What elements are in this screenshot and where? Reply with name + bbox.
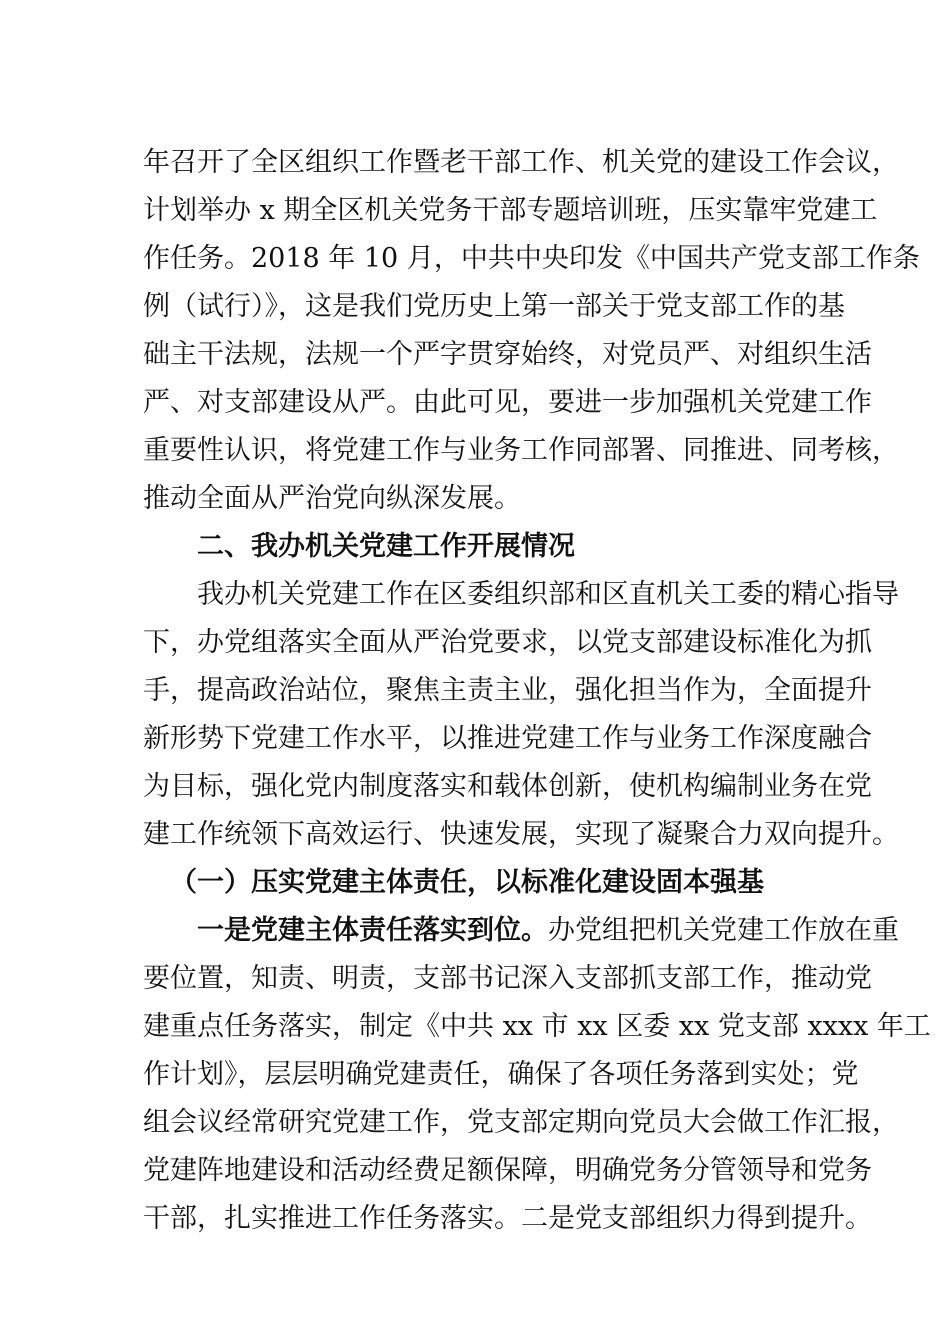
paragraph-line: 要位置，知责、明责，支部书记深入支部抓支部工作，推动党 — [143, 963, 872, 994]
paragraph-line: 作计划》，层层明确党建责任，确保了各项任务落到实处；党 — [143, 1059, 859, 1090]
section-heading: 二、我办机关党建工作开展情况 — [197, 531, 575, 562]
paragraph-line: 础主干法规，法规一个严字贯穿始终，对党员严、对组织生活 — [143, 339, 872, 370]
paragraph-line: 例（试行）》，这是我们党历史上第一部关于党支部工作的基 — [143, 291, 845, 322]
paragraph-line: 党建阵地建设和活动经费足额保障，明确党务分管领导和党务 — [143, 1155, 872, 1186]
paragraph-line: 建工作统领下高效运行、快速发展，实现了凝聚合力双向提升。 — [143, 819, 899, 850]
lead-phrase: 一是党建主体责任落实到位。 — [197, 915, 548, 946]
paragraph-line: 下，办党组落实全面从严治党要求，以党支部建设标准化为抓 — [143, 627, 872, 658]
paragraph-line: 推动全面从严治党向纵深发展。 — [143, 483, 521, 514]
paragraph-line — [197, 911, 899, 951]
paragraph-line: 组会议经常研究党建工作，党支部定期向党员大会做工作汇报， — [143, 1107, 899, 1138]
paragraph-line: 年召开了全区组织工作暨老干部工作、机关党的建设工作会议， — [143, 147, 899, 178]
paragraph-line: 计划举办 x 期全区机关党务干部专题培训班，压实靠牢党建工 — [143, 195, 878, 226]
paragraph-line: 新形势下党建工作水平，以推进党建工作与业务工作深度融合 — [143, 723, 872, 754]
subsection-heading: （一）压实党建主体责任，以标准化建设固本强基 — [170, 867, 764, 898]
paragraph-line: 我办机关党建工作在区委组织部和区直机关工委的精心指导 — [197, 579, 899, 610]
paragraph-line: 建重点任务落实，制定《中共 xx 市 xx 区委 xx 党支部 xxxx 年工 — [143, 1011, 931, 1042]
paragraph-line: 重要性认识，将党建工作与业务工作同部署、同推进、同考核， — [143, 435, 899, 466]
line-continuation: 办党组把机关党建工作放在重 — [548, 915, 899, 946]
paragraph-line: 手，提高政治站位，聚焦主责主业，强化担当作为，全面提升 — [143, 675, 872, 706]
paragraph-line: 作任务。2018 年 10 月，中共中央印发《中国共产党支部工作条 — [143, 243, 920, 274]
paragraph-line: 干部，扎实推进工作任务落实。二是党支部组织力得到提升。 — [143, 1203, 872, 1234]
paragraph-line: 为目标，强化党内制度落实和载体创新，使机构编制业务在党 — [143, 771, 872, 802]
paragraph-line: 严、对支部建设从严。由此可见，要进一步加强机关党建工作 — [143, 387, 872, 418]
